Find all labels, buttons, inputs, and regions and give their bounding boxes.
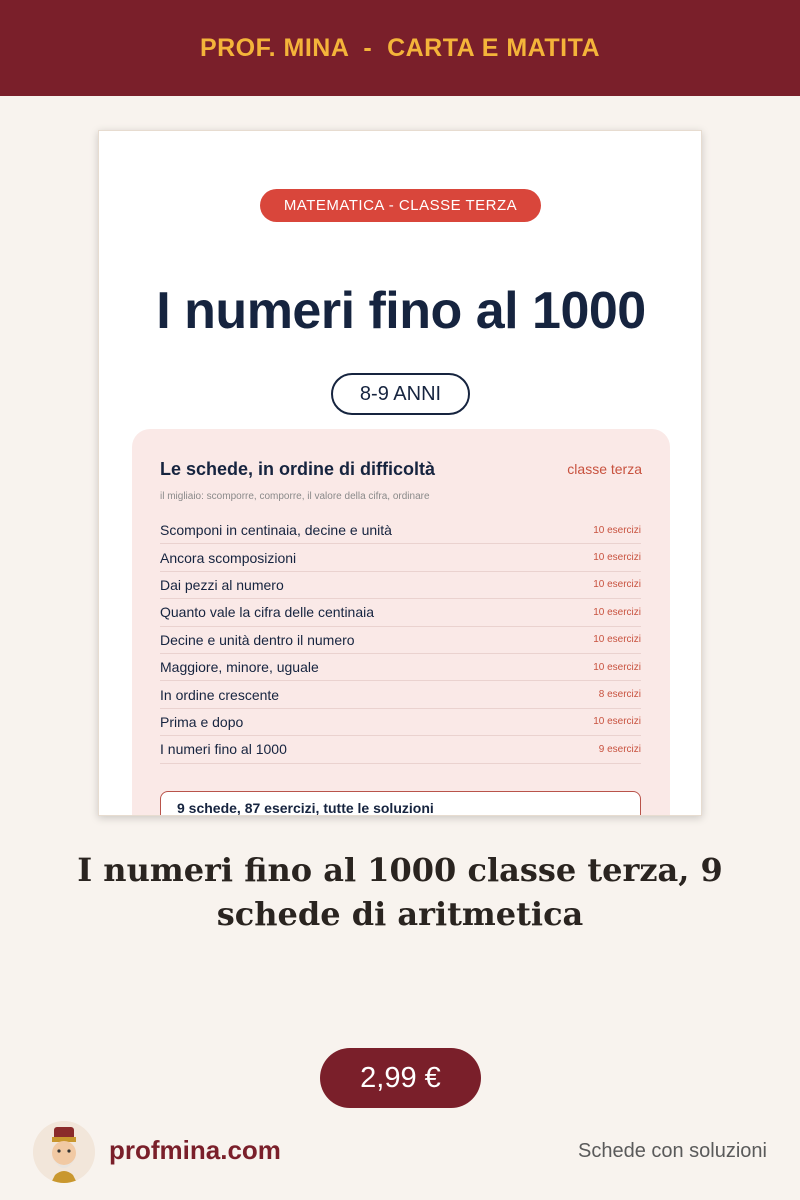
panel-title: Le schede, in ordine di difficoltà [160,459,436,479]
price-badge[interactable]: 2,99 € [320,1048,481,1108]
worksheet-name: Ancora scomposizioni [160,549,297,566]
teacher-avatar-icon [33,1121,95,1183]
worksheet-name: Maggiore, minore, uguale [160,659,319,676]
list-item [160,572,641,599]
worksheet-name: In ordine crescente [160,686,280,703]
worksheet-panel [132,429,670,816]
exercise-count: 10 esercizi [593,716,641,728]
exercise-count: 10 esercizi [593,552,641,564]
cover-image [98,130,702,816]
list-item [160,681,641,708]
age-badge: 8-9 ANNI [331,373,470,415]
exercise-count: 10 esercizi [593,634,641,646]
list-item [160,517,641,544]
exercise-count: 8 esercizi [598,689,641,701]
panel-tag: classe terza [567,461,642,477]
worksheet-name: I numeri fino al 1000 [160,741,287,758]
exercise-count: 10 esercizi [593,661,641,673]
header-bar [0,0,800,96]
exercise-count: 10 esercizi [593,606,641,618]
panel-subtitle: il migliaio: scomporre, comporre, il valore della cifra, ordinare [160,491,430,502]
footer-note: Schede con soluzioni [577,1140,767,1162]
product-title: I numeri fino al 1000 classe terza, 9 schede di aritmetica [77,851,723,933]
list-item [160,627,641,654]
exercise-count: 10 esercizi [593,524,641,536]
cover-title: I numeri fino al 1000 [156,282,646,340]
worksheet-name: Dai pezzi al numero [160,576,284,593]
subject-badge: MATEMATICA - CLASSE TERZA [260,189,541,222]
list-item [160,544,641,571]
list-item [160,736,641,763]
summary-box [160,791,641,816]
exercise-count: 9 esercizi [598,743,641,755]
worksheet-name: Prima e dopo [160,713,244,730]
list-item [160,654,641,681]
worksheet-name: Decine e unità dentro il numero [160,631,355,648]
worksheet-list [160,517,641,764]
worksheet-name: Scomponi in centinaia, decine e unità [160,522,392,539]
summary-text: 9 schede, 87 esercizi, tutte le soluzioni [177,800,434,816]
exercise-count: 10 esercizi [593,579,641,591]
worksheet-name: Quanto vale la cifra delle centinaia [160,604,375,621]
list-item [160,599,641,626]
brand-title: PROF. MINA - CARTA E MATITA [199,33,601,62]
list-item [160,709,641,736]
site-link[interactable]: profmina.com [109,1135,281,1165]
